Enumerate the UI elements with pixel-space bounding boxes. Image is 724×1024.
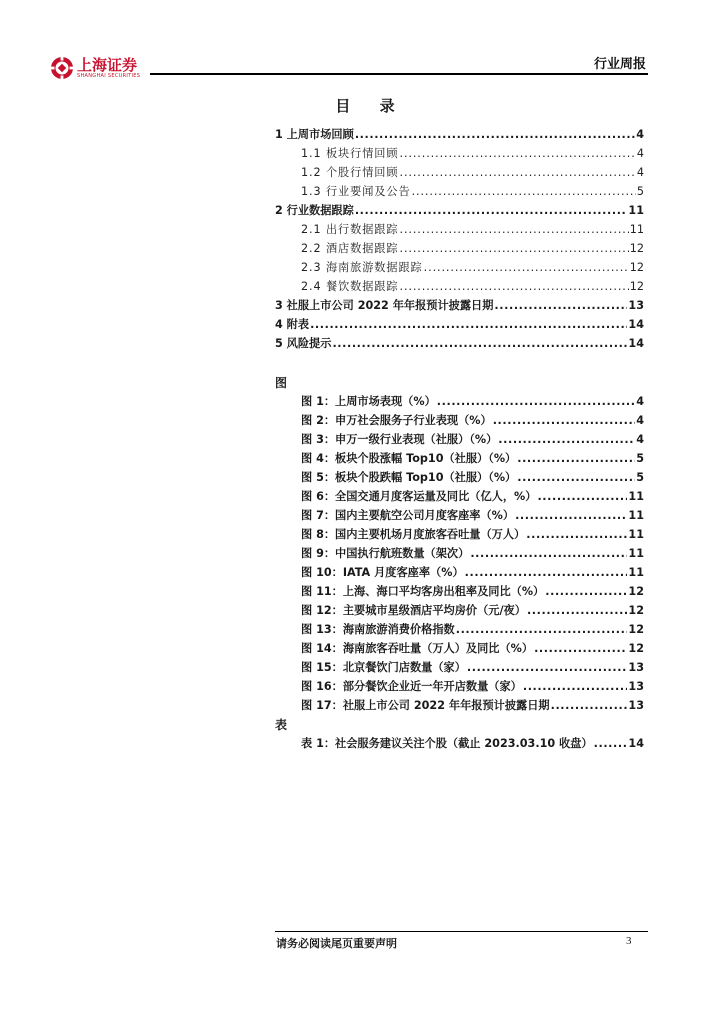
- toc-entry[interactable]: 1.3 行业要闻及公告 ..... 5: [301, 185, 644, 199]
- figure-entry[interactable]: 图 7：国内主要航空公司月度客座率（%） ..... 11: [301, 509, 644, 523]
- figure-entry[interactable]: 图 1：上周市场表现（%） ..... 4: [301, 395, 644, 409]
- page-number: 3: [626, 935, 632, 947]
- toc-entry[interactable]: 2.3 海南旅游数据跟踪 ..... 12: [301, 261, 644, 275]
- figure-entry[interactable]: 图 12：主要城市星级酒店平均房价（元/夜） ..... 12: [301, 604, 644, 618]
- figure-entry[interactable]: 图 2：申万社会服务子行业表现（%） ..... 4: [301, 414, 644, 428]
- disclaimer-note: 请务必阅读尾页重要声明: [276, 937, 397, 950]
- toc-entry[interactable]: 2 行业数据跟踪 ..... 11: [275, 204, 644, 218]
- figure-entry[interactable]: 图 5：板块个股跌幅 Top10（社服）（%） ..... 5: [301, 471, 644, 485]
- report-type-label: 行业周报: [593, 57, 646, 72]
- toc-entry[interactable]: 2.2 酒店数据跟踪 ..... 12: [301, 242, 644, 256]
- figure-entry[interactable]: 图 8：国内主要机场月度旅客吞吐量（万人） ..... 11: [301, 528, 644, 542]
- toc-title: 目 录: [335, 97, 407, 115]
- figure-entry[interactable]: 图 4：板块个股涨幅 Top10（社服）（%） ..... 5: [301, 452, 644, 466]
- figures-heading: 图: [275, 376, 288, 390]
- figure-entry[interactable]: 图 15：北京餐饮门店数量（家） ..... 13: [301, 661, 644, 675]
- figure-entry[interactable]: 图 11：上海、海口平均客房出租率及同比（%） ..... 12: [301, 585, 644, 599]
- figure-entry[interactable]: 图 9：中国执行航班数量（架次） ..... 11: [301, 547, 644, 561]
- figure-entry[interactable]: 图 16：部分餐饮企业近一年开店数量（家） ..... 13: [301, 680, 644, 694]
- figure-entry[interactable]: 图 3：申万一级行业表现（社服）（%） ..... 4: [301, 433, 644, 447]
- toc-entry[interactable]: 1.1 板块行情回顾 ..... 4: [301, 147, 644, 161]
- footer-divider: [275, 931, 648, 932]
- company-logo: [50, 54, 160, 84]
- figure-entry[interactable]: 图 14：海南旅客吞吐量（万人）及同比（%） ..... 12: [301, 642, 644, 656]
- table-entry[interactable]: 表 1：社会服务建议关注个股（截止 2023.03.10 收盘） ..... 14: [301, 737, 644, 751]
- toc-entry[interactable]: 4 附表 ..... 14: [275, 318, 644, 332]
- toc-entry[interactable]: 2.4 餐饮数据跟踪 ..... 12: [301, 280, 644, 294]
- tables-heading: 表: [275, 718, 288, 732]
- toc-entry[interactable]: 5 风险提示 ..... 14: [275, 337, 644, 351]
- toc-entry[interactable]: 2.1 出行数据跟踪 ..... 11: [301, 223, 644, 237]
- figure-entry[interactable]: 图 6：全国交通月度客运量及同比（亿人，%） ..... 11: [301, 490, 644, 504]
- toc-entry[interactable]: 1 上周市场回顾 ..... 4: [275, 128, 644, 142]
- toc-entry[interactable]: 3 社服上市公司 2022 年年报预计披露日期 ..... 13: [275, 299, 644, 313]
- figure-entry[interactable]: 图 17：社服上市公司 2022 年年报预计披露日期 ..... 13: [301, 699, 644, 713]
- figure-entry[interactable]: 图 13：海南旅游消费价格指数 ..... 12: [301, 623, 644, 637]
- toc-entry[interactable]: 1.2 个股行情回顾 ..... 4: [301, 166, 644, 180]
- header-divider: [150, 73, 648, 75]
- figure-entry[interactable]: 图 10：IATA 月度客座率（%） ..... 11: [301, 566, 644, 580]
- logo-text-cn: 上海证券: [77, 56, 138, 74]
- logo-emblem-icon: [50, 56, 74, 80]
- logo-text-en: SHANGHAI SECURITIES: [77, 73, 141, 79]
